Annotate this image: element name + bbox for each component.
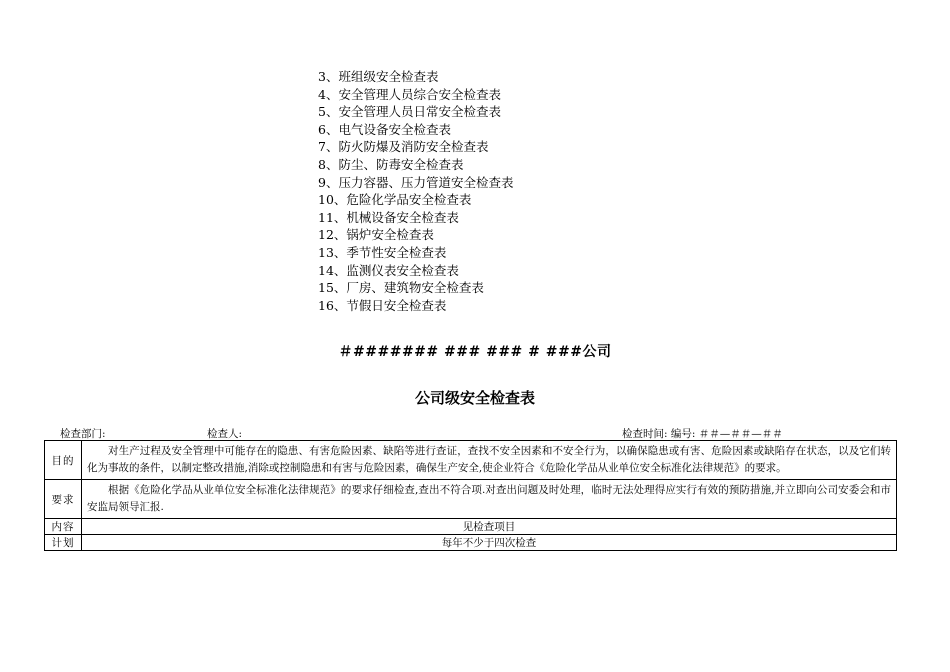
toc-item: 11、机械设备安全检查表 bbox=[318, 209, 459, 225]
table-row bbox=[45, 519, 897, 535]
toc-item: 16、节假日安全检查表 bbox=[318, 297, 447, 313]
toc-item: 14、监测仪表安全检查表 bbox=[318, 262, 459, 278]
requirement-text: 根据《危险化学品从业单位安全标准化法律规范》的要求仔细检查,查出不符合项.对查出问题及时处理，临时无法处理得应实行有效的预防措施,并立即向公司安委会和市安监局领导汇报. bbox=[82, 480, 897, 519]
toc-item: 8、防尘、防毒安全检查表 bbox=[318, 156, 464, 172]
table-row bbox=[45, 535, 897, 551]
table-row bbox=[45, 480, 897, 519]
toc-item: 9、压力容器、压力管道安全检查表 bbox=[318, 174, 514, 190]
toc-item: 15、厂房、建筑物安全检查表 bbox=[318, 280, 484, 296]
toc-item: 13、季节性安全检查表 bbox=[318, 244, 447, 260]
toc-item: 7、防火防爆及消防安全检查表 bbox=[318, 139, 489, 155]
inspection-table bbox=[44, 440, 897, 551]
inspection-department-label: 检查部门: bbox=[60, 428, 106, 440]
content-text: 见检查项目 bbox=[82, 519, 897, 535]
company-name: ＃####### ### ### # ###公司 bbox=[338, 344, 612, 360]
toc-item: 5、安全管理人员日常安全检查表 bbox=[318, 104, 501, 120]
toc-item: 3、班组级安全检查表 bbox=[318, 69, 439, 84]
inspection-time-label: 检查时间: 编号: ＃＃—＃＃—＃＃ bbox=[622, 428, 783, 440]
document-title: 公司级安全检查表 bbox=[414, 389, 535, 407]
purpose-text: 对生产过程及安全管理中可能存在的隐患、有害危险因素、缺陷等进行查证，查找不安全因素和不安全行为，以确保隐患或有害、危险因素或缺陷存在状态，以及它们转化为事故的条件，以制定整改措施,消除或控制隐患和有害与危险因素，确保生产安全,使企业符合《危险化学品从业单位安全标准化法律规范》的要求。 bbox=[82, 441, 897, 480]
row-label-content: 内容 bbox=[45, 519, 82, 535]
toc-item: 6、电气设备安全检查表 bbox=[318, 121, 451, 137]
row-label-plan: 计划 bbox=[45, 535, 82, 551]
row-label-purpose: 目的 bbox=[45, 441, 82, 480]
toc-item: 10、危险化学品安全检查表 bbox=[318, 192, 472, 208]
row-label-requirement: 要求 bbox=[45, 480, 82, 519]
toc-item: 12、锅炉安全检查表 bbox=[318, 227, 434, 243]
inspector-label: 检查人: bbox=[207, 428, 243, 440]
plan-text: 每年不少于四次检查 bbox=[82, 535, 897, 551]
table-row bbox=[45, 441, 897, 480]
document-toc-list bbox=[318, 68, 513, 314]
toc-item: 4、安全管理人员综合安全检查表 bbox=[318, 86, 501, 102]
